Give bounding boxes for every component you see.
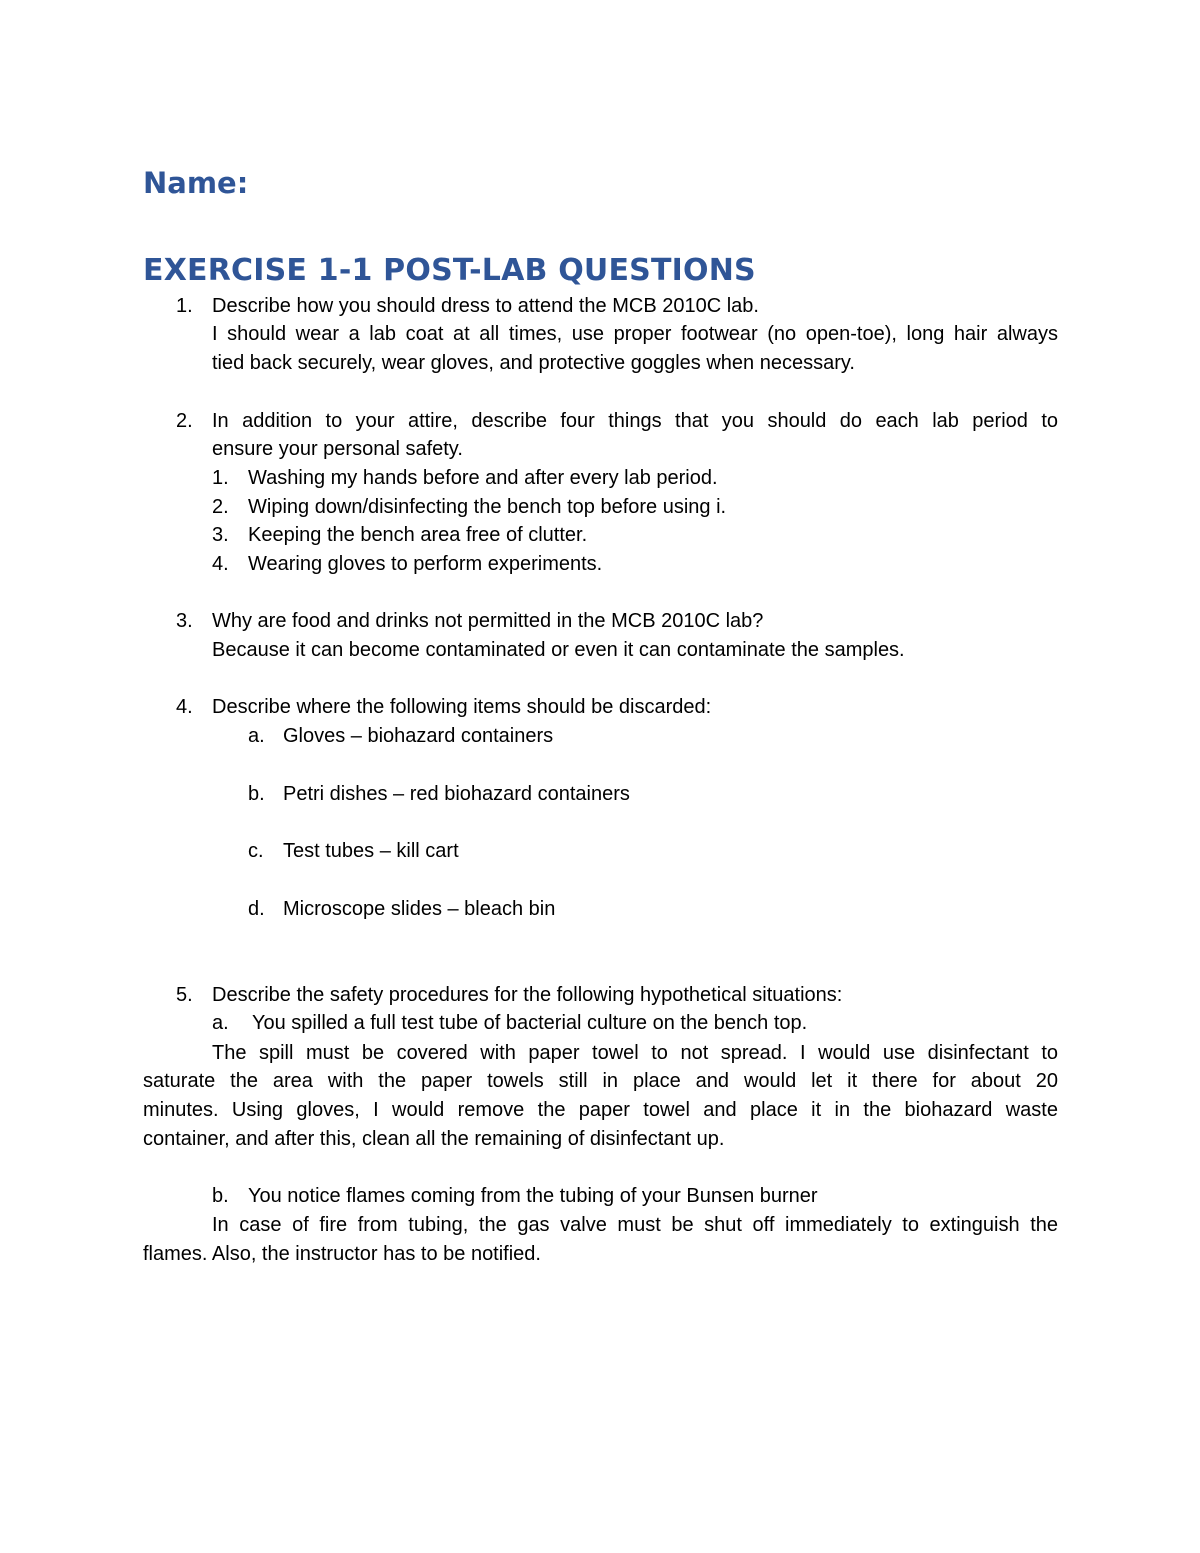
q2-item-marker: 2. [212,496,229,518]
q4-item-marker: d. [248,898,265,920]
q5a-text: You spilled a full test tube of bacterial culture on the bench top. [252,1012,808,1034]
q4-question: Describe where the following items should be discarded: [212,696,712,718]
q2-item-text: Wearing gloves to perform experiments. [248,553,603,575]
q1-answer-line-2: tied back securely, wear gloves, and protective goggles when necessary. [212,352,855,374]
q5a-answer-line-1: The spill must be covered with paper towel to not spread. I would use disinfectant to [212,1042,1058,1064]
q5b-marker: b. [212,1185,229,1207]
q5b-text: You notice flames coming from the tubing of your Bunsen burner [248,1185,818,1207]
q2-item-text: Wiping down/disinfecting the bench top before using i. [248,496,727,518]
q3-number: 3. [176,610,193,632]
q5b-answer-line-1: In case of fire from tubing, the gas valve must be shut off immediately to extinguish the [212,1214,1058,1236]
q4-item-marker: c. [248,840,264,862]
q5-number: 5. [176,984,193,1006]
q4-item-text: Microscope slides – bleach bin [283,898,556,920]
q2-question-line-2: ensure your personal safety. [212,438,463,460]
q1-number: 1. [176,295,193,317]
q2-number: 2. [176,410,193,432]
q2-item-text: Keeping the bench area free of clutter. [248,524,588,546]
q2-item-marker: 3. [212,524,229,546]
page-title: EXERCISE 1-1 POST-LAB QUESTIONS [143,253,756,288]
q5a-answer-line-4: container, and after this, clean all the remaining of disinfectant up. [143,1128,725,1150]
q4-item-text: Petri dishes – red biohazard containers [283,783,630,805]
q5a-answer-line-3: minutes. Using gloves, I would remove the paper towel and place it in the biohazard waste [143,1099,1058,1121]
q3-question: Why are food and drinks not permitted in the MCB 2010C lab? [212,610,764,632]
q5-question: Describe the safety procedures for the following hypothetical situations: [212,984,843,1006]
q2-item-marker: 1. [212,467,229,489]
q4-number: 4. [176,696,193,718]
q2-item-text: Washing my hands before and after every lab period. [248,467,718,489]
q5a-marker: a. [212,1012,229,1034]
q1-question: Describe how you should dress to attend the MCB 2010C lab. [212,295,759,317]
q4-item-marker: a. [248,725,265,747]
q4-item-text: Test tubes – kill cart [283,840,459,862]
q5a-answer-line-2: saturate the area with the paper towels still in place and would let it there for about 20 [143,1070,1058,1092]
q1-answer-line-1: I should wear a lab coat at all times, use proper footwear (no open-toe), long hair always [212,323,1058,345]
q4-item-marker: b. [248,783,265,805]
q2-item-marker: 4. [212,553,229,575]
q5b-answer-line-2: flames. Also, the instructor has to be notified. [143,1243,541,1265]
q4-item-text: Gloves – biohazard containers [283,725,554,747]
q2-question-line-1: In addition to your attire, describe four things that you should do each lab period to [212,410,1058,432]
q3-answer: Because it can become contaminated or even it can contaminate the samples. [212,639,905,661]
name-label: Name: [143,166,249,200]
